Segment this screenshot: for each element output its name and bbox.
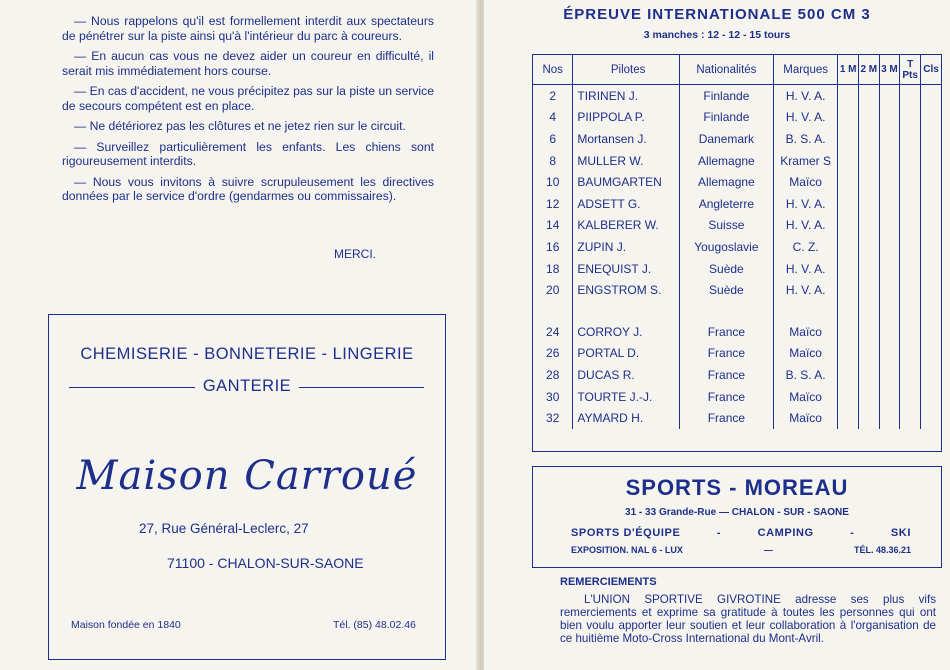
table-row [533, 193, 941, 215]
score-m2 [858, 321, 879, 343]
rider-nationality: Finlande [679, 85, 773, 107]
score-m3 [879, 258, 900, 280]
score-cls [921, 258, 941, 280]
header-m1: 1 M [838, 55, 859, 85]
score-m2 [858, 301, 879, 321]
score-m2 [858, 386, 879, 408]
rider-brand: Maïco [773, 407, 837, 429]
rider-number: 2 [533, 85, 573, 107]
rider-number: 6 [533, 128, 573, 150]
score-m2 [858, 407, 879, 429]
score-m1 [838, 193, 859, 215]
score-tpts [900, 279, 921, 301]
rider-number: 10 [533, 171, 573, 193]
score-m2 [858, 85, 879, 107]
score-m2 [858, 343, 879, 365]
activity-item: CAMPING [757, 527, 814, 539]
table-row [533, 364, 941, 386]
table-row [533, 107, 941, 129]
expo-text: EXPOSITION. NAL 6 - LUX [571, 545, 683, 555]
activity-separator: - [716, 527, 722, 539]
spectator-rules [62, 14, 434, 210]
advert-products-line: CHEMISERIE - BONNETERIE - LINGERIE [80, 345, 414, 363]
rider-number: 14 [533, 215, 573, 237]
score-cls [921, 171, 941, 193]
score-cls [921, 128, 941, 150]
rider-nationality: Danemark [679, 128, 773, 150]
score-tpts [900, 364, 921, 386]
score-m2 [858, 193, 879, 215]
rider-name: ENEQUIST J. [573, 258, 679, 280]
rider-number: 18 [533, 258, 573, 280]
rule-item: — Nous rappelons qu'il est formellement interdit aux spectateurs de pénétrer sur la piste ainsi qu'à l'intérieur du parc à coureurs. [62, 14, 434, 43]
score-m2 [858, 171, 879, 193]
sports-moreau-advert [532, 466, 942, 568]
merci-text: MERCI. [334, 247, 376, 261]
score-cls [921, 193, 941, 215]
sports-moreau-activities [571, 527, 911, 539]
rider-brand: Maïco [773, 171, 837, 193]
score-m1 [838, 386, 859, 408]
rider-nationality: Angleterre [679, 193, 773, 215]
score-m2 [858, 258, 879, 280]
score-m1 [838, 364, 859, 386]
rider-nationality: Allemagne [679, 150, 773, 172]
score-cls [921, 215, 941, 237]
rider-brand: Maïco [773, 386, 837, 408]
rider-name: ZUPIN J. [573, 236, 679, 258]
rider-brand [773, 301, 837, 321]
score-m3 [879, 386, 900, 408]
score-tpts [900, 128, 921, 150]
activity-separator: - [850, 527, 855, 539]
rider-brand: H. V. A. [773, 258, 837, 280]
right-page [484, 0, 950, 670]
advert-brand: Maison Carroué [76, 453, 418, 499]
score-m2 [858, 279, 879, 301]
table-row [533, 301, 941, 321]
score-m3 [879, 321, 900, 343]
rule-item: — Surveillez particulièrement les enfants. Les chiens sont rigoureusement interdits. [62, 139, 434, 168]
advert-founded: Maison fondée en 1840 [71, 619, 181, 631]
riders-table [533, 55, 941, 429]
rider-nationality: Yougoslavie [679, 236, 773, 258]
rule-item: — En cas d'accident, ne vous précipitez pas sur la piste un service de secours compétent est en place. [62, 84, 435, 113]
table-row [533, 150, 941, 172]
rider-brand: Maïco [773, 343, 837, 365]
rider-name: ENGSTROM S. [573, 279, 679, 301]
expo-phone: TÉL. 48.36.21 [853, 545, 911, 555]
carroue-advert [48, 314, 446, 660]
rider-name: PORTAL D. [573, 343, 679, 365]
rider-number: 32 [533, 407, 573, 429]
rider-number: 20 [533, 279, 573, 301]
score-m1 [838, 128, 859, 150]
header-marques: Marques [773, 55, 837, 85]
table-row [533, 236, 941, 258]
rider-name: ADSETT G. [573, 193, 679, 215]
score-tpts [900, 386, 921, 408]
thanks-title: REMERCIEMENTS [560, 576, 657, 588]
table-row [533, 279, 941, 301]
score-m2 [858, 215, 879, 237]
rider-brand: H. V. A. [773, 279, 837, 301]
rider-name: AYMARD H. [573, 407, 679, 429]
score-m3 [879, 85, 900, 107]
header-m2: 2 M [858, 55, 879, 85]
table-row [533, 321, 941, 343]
rule-item: — Nous vous invitons à suivre scrupuleusement les directives données par le service d'ordre (gendarmes ou commissaires). [62, 174, 434, 203]
rider-number: 24 [533, 321, 573, 343]
rider-number: 30 [533, 386, 573, 408]
rider-nationality: France [679, 407, 773, 429]
score-cls [921, 150, 941, 172]
score-m1 [838, 236, 859, 258]
rider-nationality: Finlande [679, 107, 773, 129]
table-header-row [533, 55, 941, 85]
rider-name: TOURTE J.-J. [573, 386, 679, 408]
score-tpts [900, 193, 921, 215]
score-m1 [838, 85, 859, 107]
expo-separator: — [763, 545, 773, 555]
header-no: Nos [533, 55, 573, 85]
score-m2 [858, 236, 879, 258]
score-m3 [879, 193, 900, 215]
rider-brand: B. S. A. [773, 128, 837, 150]
score-tpts [900, 343, 921, 365]
score-m3 [879, 301, 900, 321]
rider-name: Mortansen J. [573, 128, 679, 150]
rider-name: KALBERER W. [573, 215, 679, 237]
advert-phone: Tél. (85) 48.02.46 [333, 619, 416, 631]
header-pilotes: Pilotes [573, 55, 679, 85]
rider-brand: H. V. A. [773, 193, 837, 215]
rider-nationality: Suisse [679, 215, 773, 237]
score-m1 [838, 150, 859, 172]
rider-number: 8 [533, 150, 573, 172]
score-tpts [900, 321, 921, 343]
score-cls [921, 107, 941, 129]
score-tpts [900, 258, 921, 280]
rider-nationality: France [679, 321, 773, 343]
score-m3 [879, 107, 900, 129]
table-row [533, 215, 941, 237]
score-tpts [900, 150, 921, 172]
sports-moreau-address: 31 - 33 Grande-Rue — CHALON - SUR - SAONE [625, 507, 849, 518]
score-cls [921, 321, 941, 343]
score-m1 [838, 215, 859, 237]
table-row [533, 343, 941, 365]
rider-nationality: Suède [679, 279, 773, 301]
score-tpts [900, 171, 921, 193]
rider-brand: B. S. A. [773, 364, 837, 386]
table-row [533, 85, 941, 107]
activity-item: SPORTS D'ÉQUIPE [571, 527, 681, 539]
rider-brand: H. V. A. [773, 215, 837, 237]
race-title: ÉPREUVE INTERNATIONALE 500 CM 3 [563, 6, 871, 23]
score-m1 [838, 321, 859, 343]
header-m3: 3 M [879, 55, 900, 85]
rider-name [573, 301, 679, 321]
score-m3 [879, 236, 900, 258]
rider-name: CORROY J. [573, 321, 679, 343]
score-m3 [879, 364, 900, 386]
score-m1 [838, 407, 859, 429]
score-tpts [900, 236, 921, 258]
score-m3 [879, 407, 900, 429]
rider-brand: C. Z. [773, 236, 837, 258]
score-cls [921, 236, 941, 258]
rider-name: MULLER W. [573, 150, 679, 172]
score-m3 [879, 171, 900, 193]
rider-brand: H. V. A. [773, 85, 837, 107]
score-m2 [858, 364, 879, 386]
score-cls [921, 85, 941, 107]
advert-city: 71100 - CHALON-SUR-SAONE [167, 555, 364, 571]
rider-number: 16 [533, 236, 573, 258]
rider-name: BAUMGARTEN [573, 171, 679, 193]
table-row [533, 386, 941, 408]
score-m1 [838, 279, 859, 301]
table-row [533, 128, 941, 150]
rider-number: 4 [533, 107, 573, 129]
header-nationalites: Nationalités [679, 55, 773, 85]
advert-ganterie [49, 377, 445, 396]
score-m2 [858, 107, 879, 129]
score-tpts [900, 85, 921, 107]
score-m1 [838, 258, 859, 280]
score-tpts [900, 215, 921, 237]
rider-name: TIRINEN J. [573, 85, 679, 107]
table-row [533, 258, 941, 280]
rider-brand: Maïco [773, 321, 837, 343]
score-cls [921, 364, 941, 386]
rider-nationality [679, 301, 773, 321]
rider-name: DUCAS R. [573, 364, 679, 386]
score-m1 [838, 107, 859, 129]
rider-brand: H. V. A. [773, 107, 837, 129]
rider-nationality: France [679, 364, 773, 386]
score-cls [921, 407, 941, 429]
score-tpts [900, 301, 921, 321]
header-tpts: T Pts [900, 55, 921, 85]
score-tpts [900, 407, 921, 429]
score-m3 [879, 215, 900, 237]
rider-nationality: France [679, 386, 773, 408]
score-m1 [838, 171, 859, 193]
rider-brand: Kramer S [773, 150, 837, 172]
sports-moreau-expo [571, 545, 911, 555]
score-m3 [879, 343, 900, 365]
thanks-text: L'UNION SPORTIVE GIVROTINE adresse ses plus vifs remerciements et exprime sa gratitude à toutes les personnes qui ont bien voulu apporter leur soutien et leur collaboration à l'organisation de ce huitième Moto-Cross International du Mont-Avril. [560, 593, 936, 645]
rule-item: — En aucun cas vous ne devez aider un coureur en difficulté, il serait mis immédiatement hors course. [62, 49, 434, 78]
score-cls [921, 279, 941, 301]
score-m3 [879, 150, 900, 172]
rider-nationality: Suède [679, 258, 773, 280]
score-m1 [838, 301, 859, 321]
advert-address: 27, Rue Général-Leclerc, 27 [139, 521, 309, 536]
table-row [533, 407, 941, 429]
rider-number: 26 [533, 343, 573, 365]
table-row [533, 171, 941, 193]
score-m2 [858, 128, 879, 150]
riders-body [533, 85, 941, 429]
race-subtitle: 3 manches : 12 - 12 - 15 tours [643, 29, 791, 41]
score-cls [921, 386, 941, 408]
score-m1 [838, 343, 859, 365]
score-cls [921, 343, 941, 365]
score-tpts [900, 107, 921, 129]
rider-name: PIIPPOLA P. [573, 107, 679, 129]
advert-ganterie-label: GANTERIE [195, 377, 299, 395]
rider-number: 28 [533, 364, 573, 386]
activity-item: SKI [890, 527, 911, 539]
score-m2 [858, 150, 879, 172]
header-cls: Cls [921, 55, 941, 85]
score-m3 [879, 279, 900, 301]
rider-number [533, 301, 573, 321]
score-cls [921, 301, 941, 321]
rider-number: 12 [533, 193, 573, 215]
rider-nationality: France [679, 343, 773, 365]
rule-item: — Ne détériorez pas les clôtures et ne jetez rien sur le circuit. [74, 119, 406, 133]
riders-table-box [532, 54, 942, 452]
rider-nationality: Allemagne [679, 171, 773, 193]
sports-moreau-name: SPORTS - MOREAU [625, 475, 849, 500]
score-m3 [879, 128, 900, 150]
